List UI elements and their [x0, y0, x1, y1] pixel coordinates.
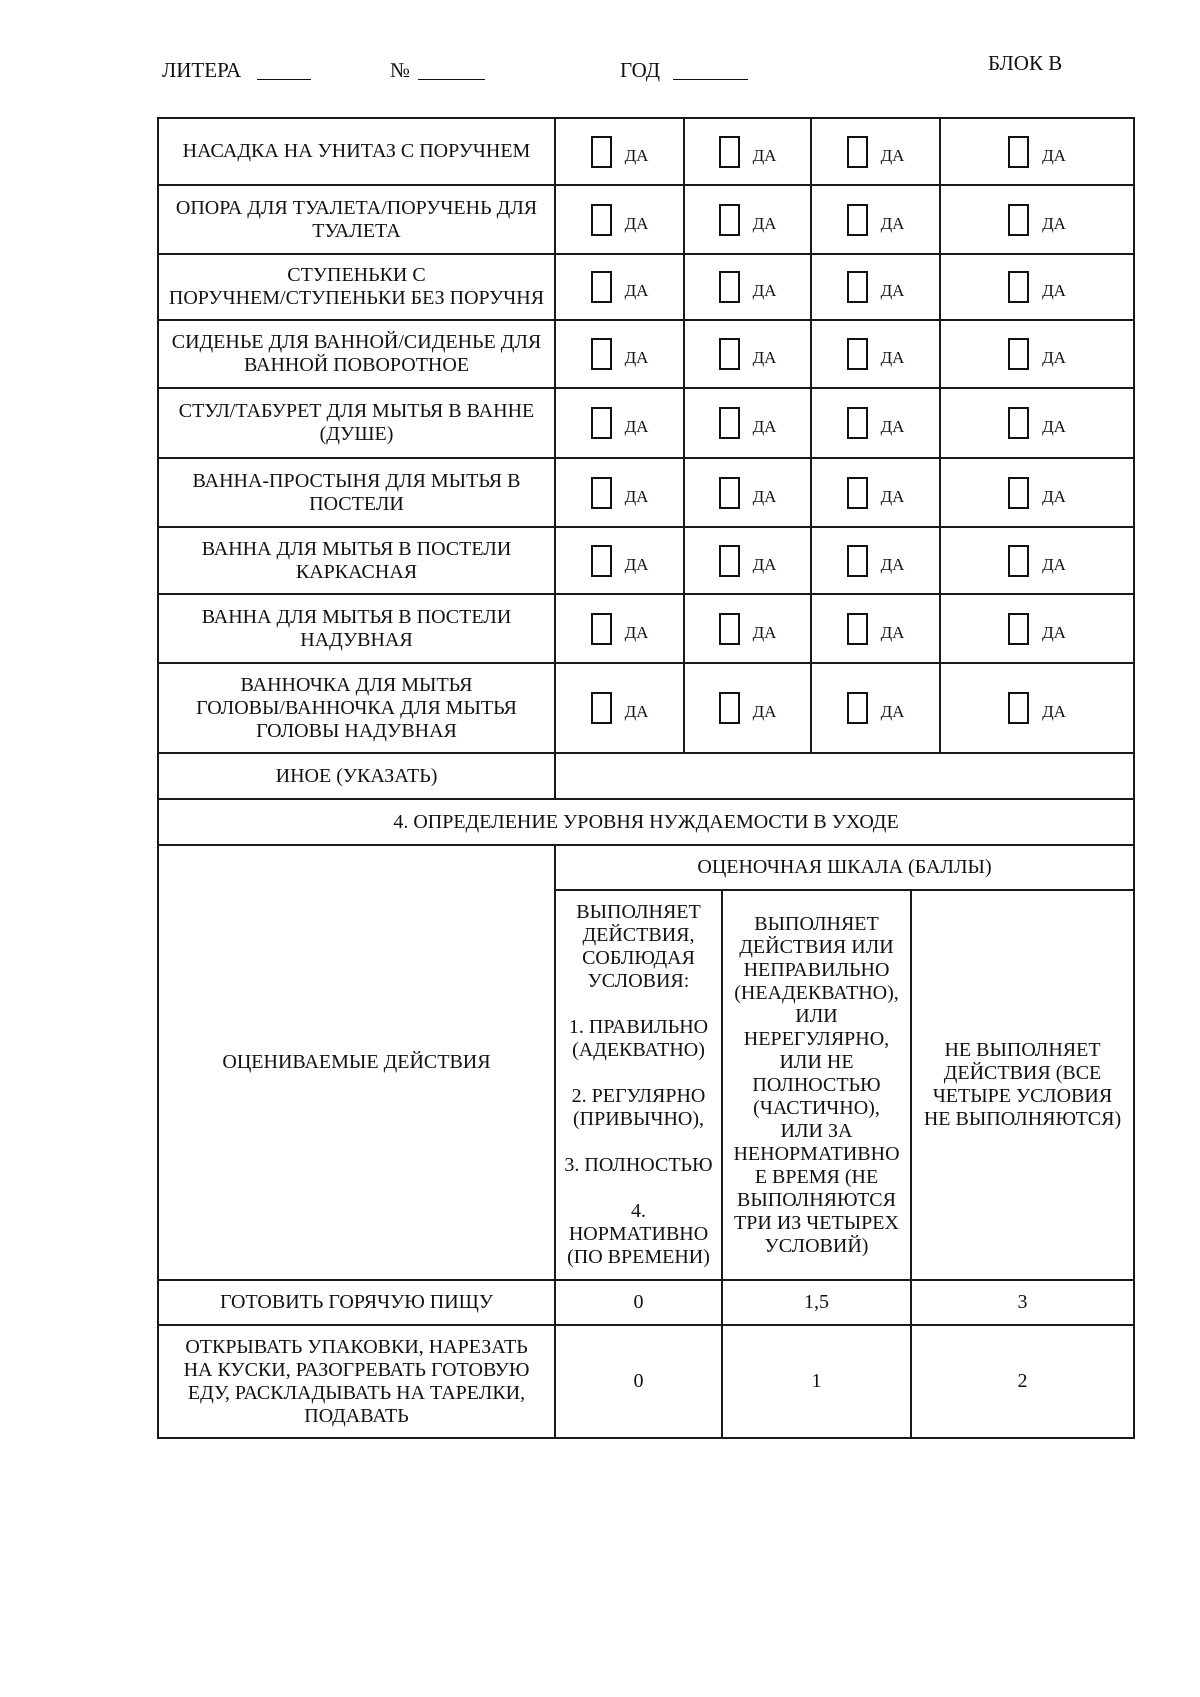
checkbox-label: ДА [624, 554, 649, 574]
answer-cell [684, 594, 811, 663]
checkbox[interactable] [847, 407, 868, 439]
other-row [158, 753, 1134, 799]
yes-option[interactable] [591, 692, 649, 724]
yes-option[interactable] [591, 136, 649, 168]
answer-cell [811, 254, 940, 320]
answer-cell [555, 320, 684, 388]
checkbox[interactable] [719, 545, 740, 577]
checkbox[interactable] [1008, 204, 1029, 236]
answer-cell [555, 663, 684, 753]
checkbox-label: ДА [1042, 145, 1066, 165]
checkbox[interactable] [591, 407, 612, 439]
other-label: ИНОЕ (УКАЗАТЬ) [158, 753, 555, 799]
checkbox-label: ДА [1042, 213, 1066, 233]
checkbox[interactable] [847, 204, 868, 236]
answer-cell [940, 254, 1134, 320]
checkbox[interactable] [591, 545, 612, 577]
checkbox-label: ДА [624, 213, 649, 233]
yes-option[interactable] [719, 692, 777, 724]
checkbox-label: ДА [624, 281, 649, 300]
checkbox-label: ДА [752, 702, 777, 721]
yes-option[interactable] [1008, 477, 1066, 509]
answer-cell [684, 388, 811, 458]
checkbox-label: ДА [880, 348, 905, 367]
checkbox[interactable] [719, 271, 740, 303]
equipment-row [158, 185, 1134, 254]
answer-cell [555, 185, 684, 254]
checkbox-label: ДА [880, 417, 905, 436]
answer-cell [940, 458, 1134, 527]
yes-option[interactable] [847, 692, 905, 724]
answer-cell [811, 320, 940, 388]
checkbox[interactable] [1008, 407, 1029, 439]
answer-cell [940, 594, 1134, 663]
checkbox[interactable] [1008, 136, 1029, 168]
checkbox[interactable] [1008, 692, 1029, 724]
yes-option[interactable] [847, 204, 905, 236]
checkbox[interactable] [1008, 613, 1029, 645]
equipment-name: ОПОРА ДЛЯ ТУАЛЕТА/ПОРУЧЕНЬ ДЛЯ ТУАЛЕТА [158, 185, 555, 254]
year-field[interactable] [673, 57, 748, 80]
yes-option[interactable] [847, 338, 905, 370]
block-label: БЛОК В [988, 51, 1063, 75]
score-cell: 1 [722, 1325, 911, 1438]
yes-option[interactable] [591, 477, 649, 509]
yes-option[interactable] [719, 477, 777, 509]
checkbox-label: ДА [752, 554, 777, 574]
yes-option[interactable] [591, 613, 649, 645]
answer-cell [940, 388, 1134, 458]
answer-cell [684, 118, 811, 185]
checkbox-label: ДА [752, 417, 777, 436]
action-name: ГОТОВИТЬ ГОРЯЧУЮ ПИЩУ [158, 1280, 555, 1325]
checkbox-label: ДА [624, 417, 649, 436]
yes-option[interactable] [847, 407, 905, 439]
answer-cell [684, 185, 811, 254]
yes-option[interactable] [1008, 692, 1066, 724]
yes-option[interactable] [847, 477, 905, 509]
checkbox[interactable] [847, 136, 868, 168]
checkbox-label: ДА [880, 213, 905, 233]
checkbox[interactable] [719, 692, 740, 724]
equipment-name: ВАННОЧКА ДЛЯ МЫТЬЯ ГОЛОВЫ/ВАННОЧКА ДЛЯ МЫТЬЯ ГОЛОВЫ НАДУВНАЯ [158, 663, 555, 753]
yes-option[interactable] [1008, 545, 1066, 577]
checkbox-label: ДА [1042, 417, 1066, 436]
answer-cell [940, 527, 1134, 594]
number-label: № [390, 58, 411, 82]
yes-option[interactable] [719, 545, 777, 577]
checkbox-label: ДА [624, 622, 649, 642]
answer-cell [555, 527, 684, 594]
checkbox[interactable] [847, 692, 868, 724]
equipment-name: НАСАДКА НА УНИТАЗ С ПОРУЧНЕМ [158, 118, 555, 185]
checkbox[interactable] [591, 338, 612, 370]
checkbox-label: ДА [1042, 554, 1066, 574]
equipment-row [158, 663, 1134, 753]
answer-cell [940, 320, 1134, 388]
answer-cell [811, 594, 940, 663]
answer-cell [940, 118, 1134, 185]
checkbox[interactable] [847, 613, 868, 645]
equipment-row [158, 458, 1134, 527]
scale-header-row [158, 845, 1134, 890]
checkbox-label: ДА [880, 702, 905, 721]
checkbox[interactable] [591, 692, 612, 724]
equipment-name: ВАННА-ПРОСТЫНЯ ДЛЯ МЫТЬЯ В ПОСТЕЛИ [158, 458, 555, 527]
scale-column-none: НЕ ВЫПОЛНЯЕТ ДЕЙСТВИЯ (ВСЕ ЧЕТЫРЕ УСЛОВИЯ НЕ ВЫПОЛНЯЮТСЯ) [911, 890, 1134, 1280]
equipment-row [158, 320, 1134, 388]
actions-header: ОЦЕНИВАЕМЫЕ ДЕЙСТВИЯ [158, 845, 555, 1280]
year-label: ГОД [620, 58, 661, 82]
answer-cell [684, 663, 811, 753]
checkbox-label: ДА [624, 348, 649, 367]
score-cell: 0 [555, 1325, 722, 1438]
yes-option[interactable] [847, 613, 905, 645]
equipment-row [158, 527, 1134, 594]
answer-cell [811, 527, 940, 594]
equipment-row [158, 388, 1134, 458]
checkbox[interactable] [591, 136, 612, 168]
scale-column-full: ВЫПОЛНЯЕТ ДЕЙСТВИЯ, СОБЛЮДАЯ УСЛОВИЯ: 1. ПРАВИЛЬНО (АДЕКВАТНО) 2. РЕГУЛЯРНО (ПРИВЫЧНО), 3. ПОЛНОСТЬЮ 4. НОРМАТИВНО (ПО ВРЕМЕНИ) [555, 890, 722, 1280]
yes-option[interactable] [591, 407, 649, 439]
scale-column-partial: ВЫПОЛНЯЕТ ДЕЙСТВИЯ ИЛИ НЕПРАВИЛЬНО (НЕАДЕКВАТНО), ИЛИ НЕРЕГУЛЯРНО, ИЛИ НЕ ПОЛНОСТЬЮ (ЧАСТИЧНО), ИЛИ ЗА НЕНОРМАТИВНО Е ВРЕМЯ (НЕ ВЫПОЛНЯЮТСЯ ТРИ ИЗ ЧЕТЫРЕХ УСЛОВИЙ) [722, 890, 911, 1280]
equipment-name: СТУПЕНЬКИ С ПОРУЧНЕМ/СТУПЕНЬКИ БЕЗ ПОРУЧНЯ [158, 254, 555, 320]
yes-option[interactable] [1008, 271, 1066, 303]
checkbox-label: ДА [752, 213, 777, 233]
checkbox[interactable] [847, 477, 868, 509]
answer-cell [684, 527, 811, 594]
checkbox-label: ДА [1042, 622, 1066, 642]
section-title: 4. ОПРЕДЕЛЕНИЕ УРОВНЯ НУЖДАЕМОСТИ В УХОДЕ [158, 799, 1134, 845]
answer-cell [555, 254, 684, 320]
checkbox[interactable] [1008, 477, 1029, 509]
yes-option[interactable] [719, 271, 777, 303]
checkbox-label: ДА [624, 145, 649, 165]
checkbox[interactable] [847, 338, 868, 370]
answer-cell [684, 458, 811, 527]
checkbox-label: ДА [752, 281, 777, 300]
answer-cell [555, 458, 684, 527]
yes-option[interactable] [719, 338, 777, 370]
yes-option[interactable] [591, 338, 649, 370]
yes-option[interactable] [847, 136, 905, 168]
answer-cell [811, 388, 940, 458]
section-title-row [158, 799, 1134, 845]
score-cell: 0 [555, 1280, 722, 1325]
yes-option[interactable] [719, 613, 777, 645]
score-cell: 2 [911, 1325, 1134, 1438]
answer-cell [555, 388, 684, 458]
checkbox-label: ДА [1042, 702, 1066, 721]
checkbox[interactable] [719, 136, 740, 168]
checkbox-label: ДА [752, 348, 777, 367]
answer-cell [811, 118, 940, 185]
equipment-name: СИДЕНЬЕ ДЛЯ ВАННОЙ/СИДЕНЬЕ ДЛЯ ВАННОЙ ПОВОРОТНОЕ [158, 320, 555, 388]
checkbox-label: ДА [1042, 486, 1066, 506]
checkbox[interactable] [719, 407, 740, 439]
checkbox-label: ДА [752, 486, 777, 506]
score-cell: 3 [911, 1280, 1134, 1325]
yes-option[interactable] [719, 136, 777, 168]
checkbox-label: ДА [880, 486, 905, 506]
checkbox[interactable] [719, 204, 740, 236]
yes-option[interactable] [591, 545, 649, 577]
checkbox[interactable] [591, 271, 612, 303]
answer-cell [684, 254, 811, 320]
checkbox-label: ДА [880, 554, 905, 574]
checkbox[interactable] [591, 204, 612, 236]
checkbox[interactable] [591, 613, 612, 645]
yes-option[interactable] [591, 271, 649, 303]
yes-option[interactable] [1008, 204, 1066, 236]
yes-option[interactable] [591, 204, 649, 236]
answer-cell [555, 594, 684, 663]
checkbox[interactable] [719, 338, 740, 370]
equipment-row [158, 118, 1134, 185]
action-row [158, 1325, 1134, 1438]
checkbox[interactable] [847, 271, 868, 303]
yes-option[interactable] [1008, 136, 1066, 168]
yes-option[interactable] [719, 407, 777, 439]
yes-option[interactable] [847, 545, 905, 577]
checkbox[interactable] [847, 545, 868, 577]
equipment-row [158, 254, 1134, 320]
checkbox-label: ДА [624, 486, 649, 506]
scale-header: ОЦЕНОЧНАЯ ШКАЛА (БАЛЛЫ) [555, 845, 1134, 890]
checkbox[interactable] [1008, 271, 1029, 303]
answer-cell [811, 185, 940, 254]
action-name: ОТКРЫВАТЬ УПАКОВКИ, НАРЕЗАТЬ НА КУСКИ, РАЗОГРЕВАТЬ ГОТОВУЮ ЕДУ, РАСКЛАДЫВАТЬ НА ТАРЕЛКИ, ПОДАВАТЬ [158, 1325, 555, 1438]
answer-cell [940, 185, 1134, 254]
yes-option[interactable] [847, 271, 905, 303]
checkbox[interactable] [719, 477, 740, 509]
checkbox-label: ДА [880, 145, 905, 165]
number-field[interactable] [418, 57, 485, 80]
yes-option[interactable] [1008, 407, 1066, 439]
yes-option[interactable] [719, 204, 777, 236]
answer-cell [940, 663, 1134, 753]
action-row [158, 1280, 1134, 1325]
yes-option[interactable] [1008, 613, 1066, 645]
equipment-row [158, 594, 1134, 663]
checkbox-label: ДА [1042, 281, 1066, 300]
litera-label: ЛИТЕРА [162, 58, 242, 82]
checkbox-label: ДА [752, 145, 777, 165]
checkbox[interactable] [1008, 545, 1029, 577]
checkbox[interactable] [719, 613, 740, 645]
checkbox-label: ДА [880, 622, 905, 642]
answer-cell [555, 118, 684, 185]
checkbox[interactable] [591, 477, 612, 509]
equipment-name: ВАННА ДЛЯ МЫТЬЯ В ПОСТЕЛИ НАДУВНАЯ [158, 594, 555, 663]
score-cell: 1,5 [722, 1280, 911, 1325]
checkbox[interactable] [1008, 338, 1029, 370]
checkbox-label: ДА [624, 702, 649, 721]
form-table [157, 117, 1135, 1439]
answer-cell [811, 663, 940, 753]
other-specify-field[interactable] [555, 753, 1134, 799]
litera-field[interactable] [257, 57, 311, 80]
equipment-name: СТУЛ/ТАБУРЕТ ДЛЯ МЫТЬЯ В ВАННЕ (ДУШЕ) [158, 388, 555, 458]
equipment-name: ВАННА ДЛЯ МЫТЬЯ В ПОСТЕЛИ КАРКАСНАЯ [158, 527, 555, 594]
checkbox-label: ДА [752, 622, 777, 642]
answer-cell [811, 458, 940, 527]
answer-cell [684, 320, 811, 388]
checkbox-label: ДА [880, 281, 905, 300]
yes-option[interactable] [1008, 338, 1066, 370]
checkbox-label: ДА [1042, 348, 1066, 367]
